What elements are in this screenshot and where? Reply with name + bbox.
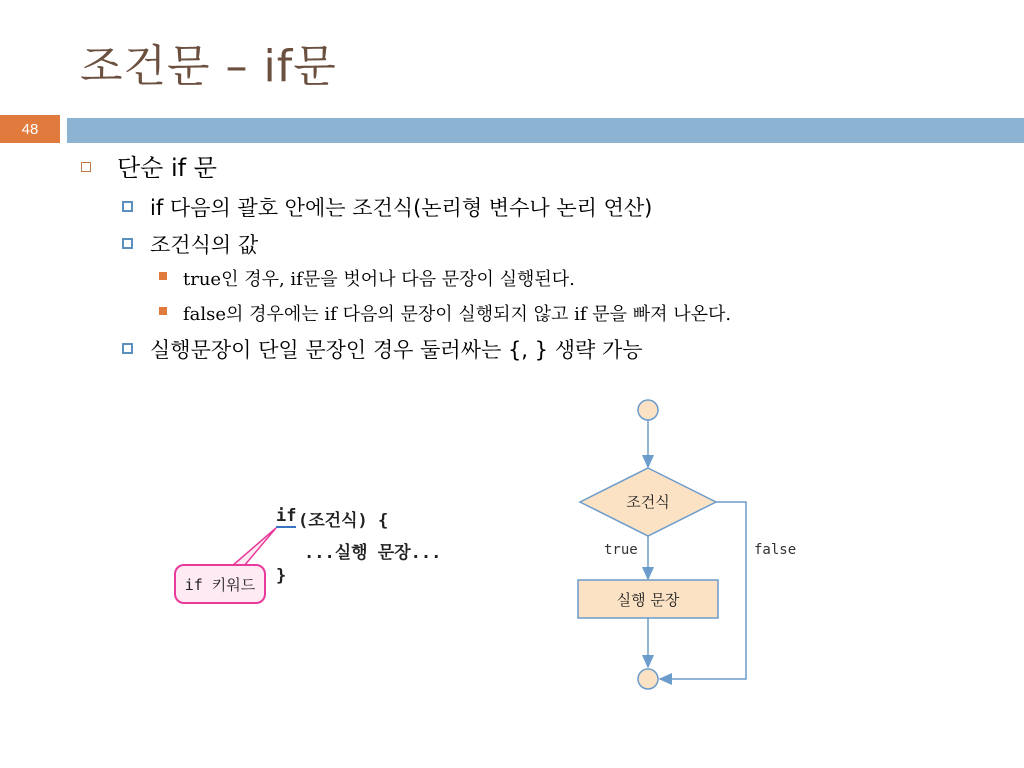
slide-title: 조건문 – if문 xyxy=(80,41,337,92)
bullet-text: true인 경우, if문을 벗어나 다음 문장이 실행된다. xyxy=(183,269,575,290)
bullet-text: 조건식의 값 xyxy=(150,233,259,257)
square-bullet-icon xyxy=(122,201,133,212)
bullet-level3 xyxy=(183,300,731,326)
title-divider-bar xyxy=(67,118,1024,143)
bullet-text: false의 경우에는 if 다음의 문장이 실행되지 않고 if 문을 빠져 나온다. xyxy=(183,304,732,325)
bullet-level2 xyxy=(150,192,652,222)
bullet-text: if 다음의 괄호 안에는 조건식(논리형 변수나 논리 연산) xyxy=(150,196,653,220)
statement-label: 실행 문장 xyxy=(616,591,680,609)
bullet-level1 xyxy=(117,148,217,183)
if-flowchart xyxy=(560,390,820,704)
filled-square-bullet-icon xyxy=(159,272,167,280)
page-number-badge: 48 xyxy=(0,115,60,143)
code-line-1: (조건식) { xyxy=(298,511,389,531)
filled-square-bullet-icon xyxy=(159,307,167,315)
false-label: false xyxy=(754,542,797,558)
bullet-level3 xyxy=(183,265,575,291)
bullet-text: 단순 if 문 xyxy=(117,154,217,182)
bullet-level2 xyxy=(150,334,643,364)
start-node xyxy=(638,400,658,420)
if-keyword: if xyxy=(276,506,297,526)
keyword-callout: if 키워드 xyxy=(174,564,266,604)
true-label: true xyxy=(604,542,638,558)
end-node xyxy=(638,669,658,689)
bullet-text: 실행문장이 단일 문장인 경우 둘러싸는 {, } 생략 가능 xyxy=(150,338,643,362)
bullet-level2 xyxy=(150,229,258,259)
hollow-square-bullet-icon xyxy=(81,162,91,172)
square-bullet-icon xyxy=(122,238,133,249)
condition-label: 조건식 xyxy=(626,493,670,511)
code-line-3: } xyxy=(276,566,287,586)
code-line-2: ...실행 문장... xyxy=(304,543,442,563)
square-bullet-icon xyxy=(122,343,133,354)
